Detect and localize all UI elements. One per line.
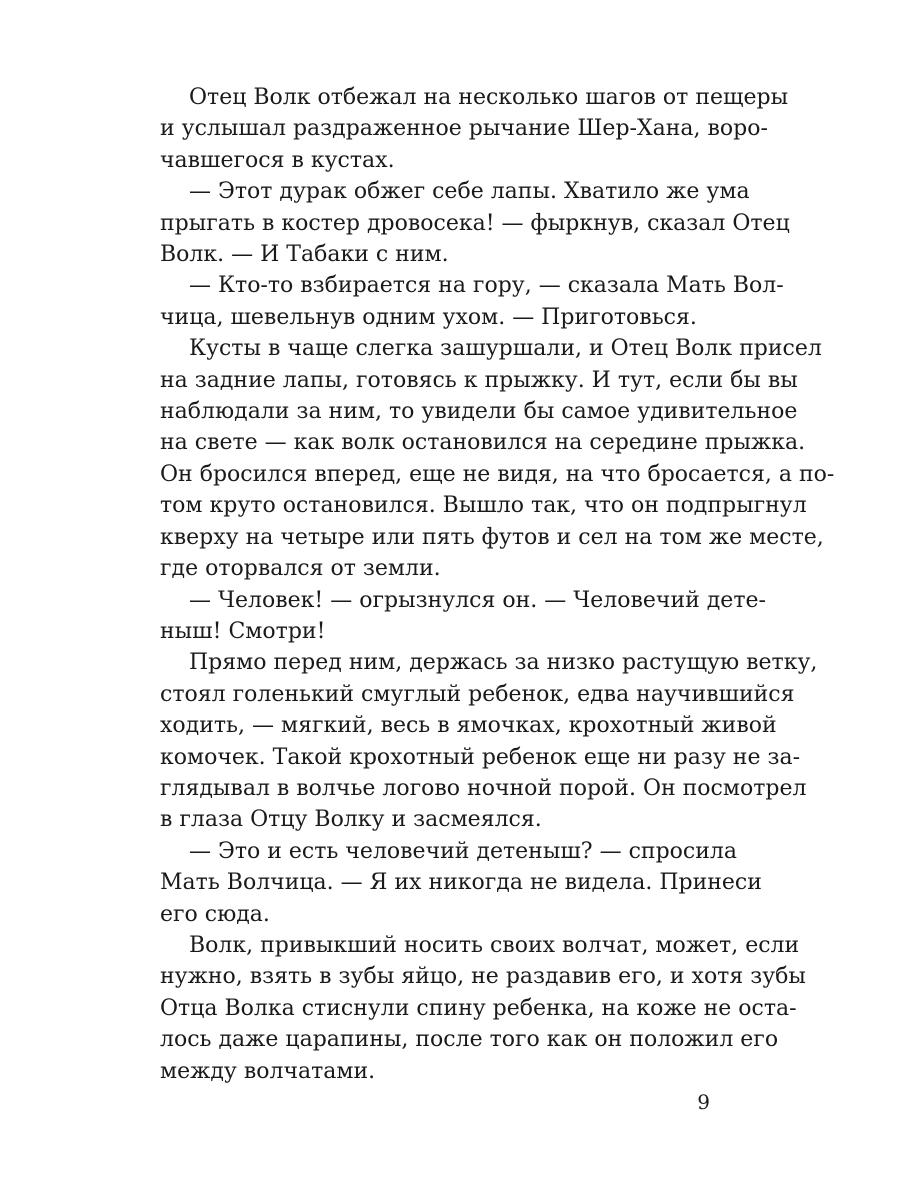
text-line: наблюдали за ним, то увидели бы самое удивительное xyxy=(160,399,798,425)
text-line: чица, шевельнув одним ухом. — Приготовься. xyxy=(160,304,697,330)
text-line: Кусты в чаще слегка зашуршали, и Отец Волк присел xyxy=(189,336,822,362)
text-line: Отец Волк отбежал на несколько шагов от пещеры xyxy=(189,85,789,110)
text-line: Он бросился вперед, еще не видя, на что бросается, а по- xyxy=(160,461,835,487)
text-line: том круто остановился. Вышло так, что он подпрыгнул xyxy=(160,493,807,519)
paragraph xyxy=(160,82,789,176)
text-line: прыгать в костер дровосека! — фыркнув, сказал Отец xyxy=(160,210,790,236)
text-line: стоял голенький смуглый ребенок, едва научившийся xyxy=(160,681,795,707)
text-line: — Человек! — огрызнулся он. — Человечий дете- xyxy=(189,587,766,613)
text-line: на свете — как волк остановился на середине прыжка. xyxy=(160,430,806,456)
text-line: в глаза Отцу Волку и засмеялся. xyxy=(160,807,542,833)
text-line: и услышал раздраженное рычание Шер-Хана, воро- xyxy=(160,116,768,142)
text-line: Мать Волчица. — Я их никогда не видела. Принеси xyxy=(160,870,762,896)
text-line: нужно, взять в зубы яйцо, не раздавив его, и хотя зубы xyxy=(160,964,806,990)
paragraph xyxy=(160,836,762,930)
text-line: лось даже царапины, после того как он положил его xyxy=(160,1027,779,1053)
text-line: где оторвался от земли. xyxy=(160,556,441,582)
text-line: Прямо перед ним, держась за низко растущую ветку, xyxy=(189,650,818,676)
text-line: на задние лапы, готовясь к прыжку. И тут, если бы вы xyxy=(160,367,798,393)
body-text xyxy=(160,82,835,1087)
text-line: глядывал в волчье логово ночной порой. Он посмотрел xyxy=(160,775,807,801)
text-line: ходить, — мягкий, весь в ямочках, крохотный живой xyxy=(160,713,777,739)
paragraph xyxy=(160,930,806,1087)
text-line: чавшегося в кустах. xyxy=(160,147,395,173)
text-line: — Кто-то взбирается на гору, — сказала Мать Вол- xyxy=(189,273,784,299)
text-line: ныш! Смотри! xyxy=(160,618,326,644)
text-line: комочек. Такой крохотный ребенок еще ни разу не за- xyxy=(160,744,801,770)
paragraph xyxy=(160,270,784,333)
text-line: — Это и есть человечий детеныш? — спросила xyxy=(189,838,737,864)
paragraph xyxy=(160,333,835,584)
text-line: Отца Волка стиснули спину ребенка, на коже не оста- xyxy=(160,995,797,1021)
page-number: 9 xyxy=(697,1090,710,1114)
paragraph xyxy=(160,585,766,648)
text-line: — Этот дурак обжег себе лапы. Хватило же ума xyxy=(189,179,750,205)
paragraph xyxy=(160,647,818,835)
paragraph xyxy=(160,176,790,270)
text-line: его сюда. xyxy=(160,901,270,927)
text-line: кверху на четыре или пять футов и сел на том же месте, xyxy=(160,524,824,550)
text-line: Волк, привыкший носить своих волчат, может, если xyxy=(189,932,800,958)
text-line: между волчатами. xyxy=(160,1058,376,1084)
text-line: Волк. — И Табаки с ним. xyxy=(160,242,449,268)
